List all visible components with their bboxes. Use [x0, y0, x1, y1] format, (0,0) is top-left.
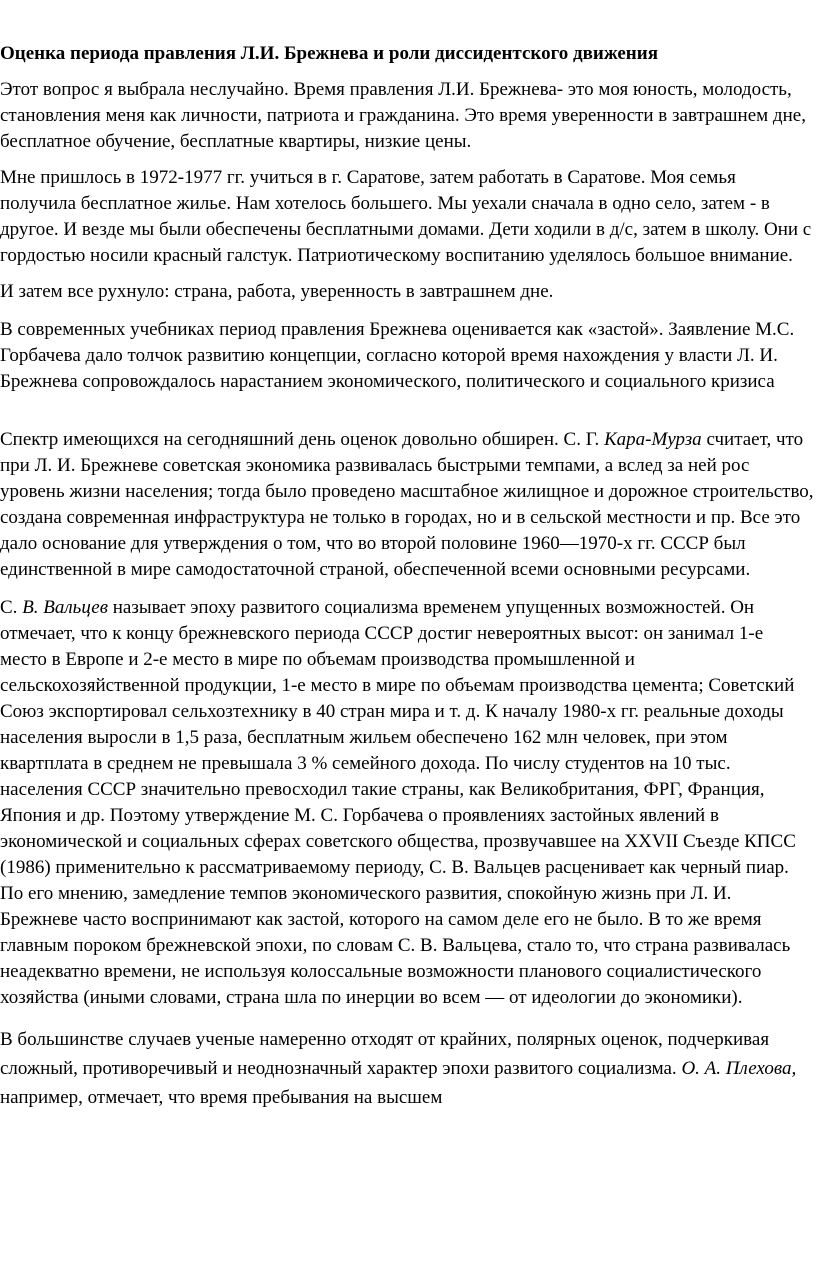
paragraph-text: Спектр имеющихся на сегодняшний день оценок довольно обширен. С. Г.: [0, 429, 605, 450]
paragraph-intro: Этот вопрос я выбрала неслучайно. Время правления Л.И. Брежнева- это моя юность, молодость, становления меня как личности, патриота и гражданина. Это время уверенности в завтрашнем дне, бесплатное обучение, бесплатные квартиры, низкие цены.: [0, 79, 806, 152]
author-name: Кара-Мурза: [604, 429, 702, 450]
paragraph-textbooks: В современных учебниках период правления Брежнева оценивается как «застой». Заявление М.С. Горбачева дало толчок развитию концепции, согласно которой время нахождения у власти Л. И. Брежнева сопровождалось нарастанием экономического, политического и социального кризиса: [0, 319, 795, 392]
author-name: О. А. Плехова,: [681, 1058, 797, 1079]
paragraph-text: называет эпоху развитого социализма временем упущенных возможностей. Он отмечает, что к концу брежневского периода СССР достиг невероятных высот: он занимал 1-е место в Европе и 2-е место в мире по объемам производства промышленной и сельскохозяйственной продукции, 1-е место в мире по объемам производства цемента; Советский Союз экспортировал сельхозтехнику в 40 стран мира и т. д. К началу 1980-х гг. реальные доходы населения выросли в 1,5 раза, бесплатным жильем обеспечено 162 млн человек, при этом квартплата в среднем не превышала 3 % семейного дохода. По числу студентов на 10 тыс. населения СССР значительно превосходил такие страны, как Великобритания, ФРГ, Франция, Япония и др. Поэтому утверждение М. С. Горбачева о проявлениях застойных явлений в экономической и социальных сферах советского общества, прозвучавшее на XXVII Съезде КПСС (1986) применительно к рассматриваемому периоду, С. В. Вальцев расценивает как черный пиар. По его мнению, замедление темпов экономического развития, спокойную жизнь при Л. И. Брежневе часто воспринимают как застой, которого на самом деле его не было. В то же время главным пороком брежневской эпохи, по словам С. В. Вальцева, стало то, что страна развивалась неадекватно времени, не используя колоссальные возможности планового социалистического хозяйства (иными словами, страна шла по инерции во всем — от идеологии до экономики).: [0, 597, 796, 1008]
paragraph-saratov: Мне пришлось в 1972-1977 гг. учиться в г. Саратове, затем работать в Саратове. Моя семья получила бесплатное жилье. Нам хотелось большего. Мы уехали сначала в одно село, затем - в другое. И везде мы были обеспечены бесплатными домами. Дети ходили в д/с, затем в школу. Они с гордостью носили красный галстук. Патриотическому воспитанию уделялось большое внимание.: [0, 167, 812, 266]
paragraph-text: В большинстве случаев ученые намеренно отходят от крайних, полярных оценок, подчеркивая сложный, противоречивый и неоднозначный характер эпохи развитого социализма.: [0, 1029, 770, 1079]
paragraph-collapse: И затем все рухнуло: страна, работа, уверенность в завтрашнем дне.: [0, 281, 554, 302]
paragraph-plekhova: [0, 1025, 814, 1112]
paragraph-text: считает, что при Л. И. Брежневе советская экономика развивалась быстрыми темпами, а вслед за ней рос уровень жизни населения; тогда было проведено масштабное жилищное и дорожное строительство, создана современная инфраструктура не только в городах, но и в сельской местности и пр. Все это дало основание для утверждения о том, что во второй половине 1960—1970-х гг. СССР был единственной в мире самодостаточной страной, обеспеченной всеми основными ресурсами.: [0, 429, 814, 580]
paragraph-kara-murza: [0, 427, 814, 583]
document-title: Оценка периода правления Л.И. Брежнева и роли диссидентского движения: [0, 43, 658, 64]
paragraph-text: например, отмечает, что время пребывания на высшем: [0, 1087, 443, 1108]
author-name: В. Вальцев: [22, 597, 108, 618]
document-page: [0, 40, 814, 1112]
paragraph-text: С.: [0, 597, 23, 618]
paragraph-valtsev: [0, 595, 814, 1011]
